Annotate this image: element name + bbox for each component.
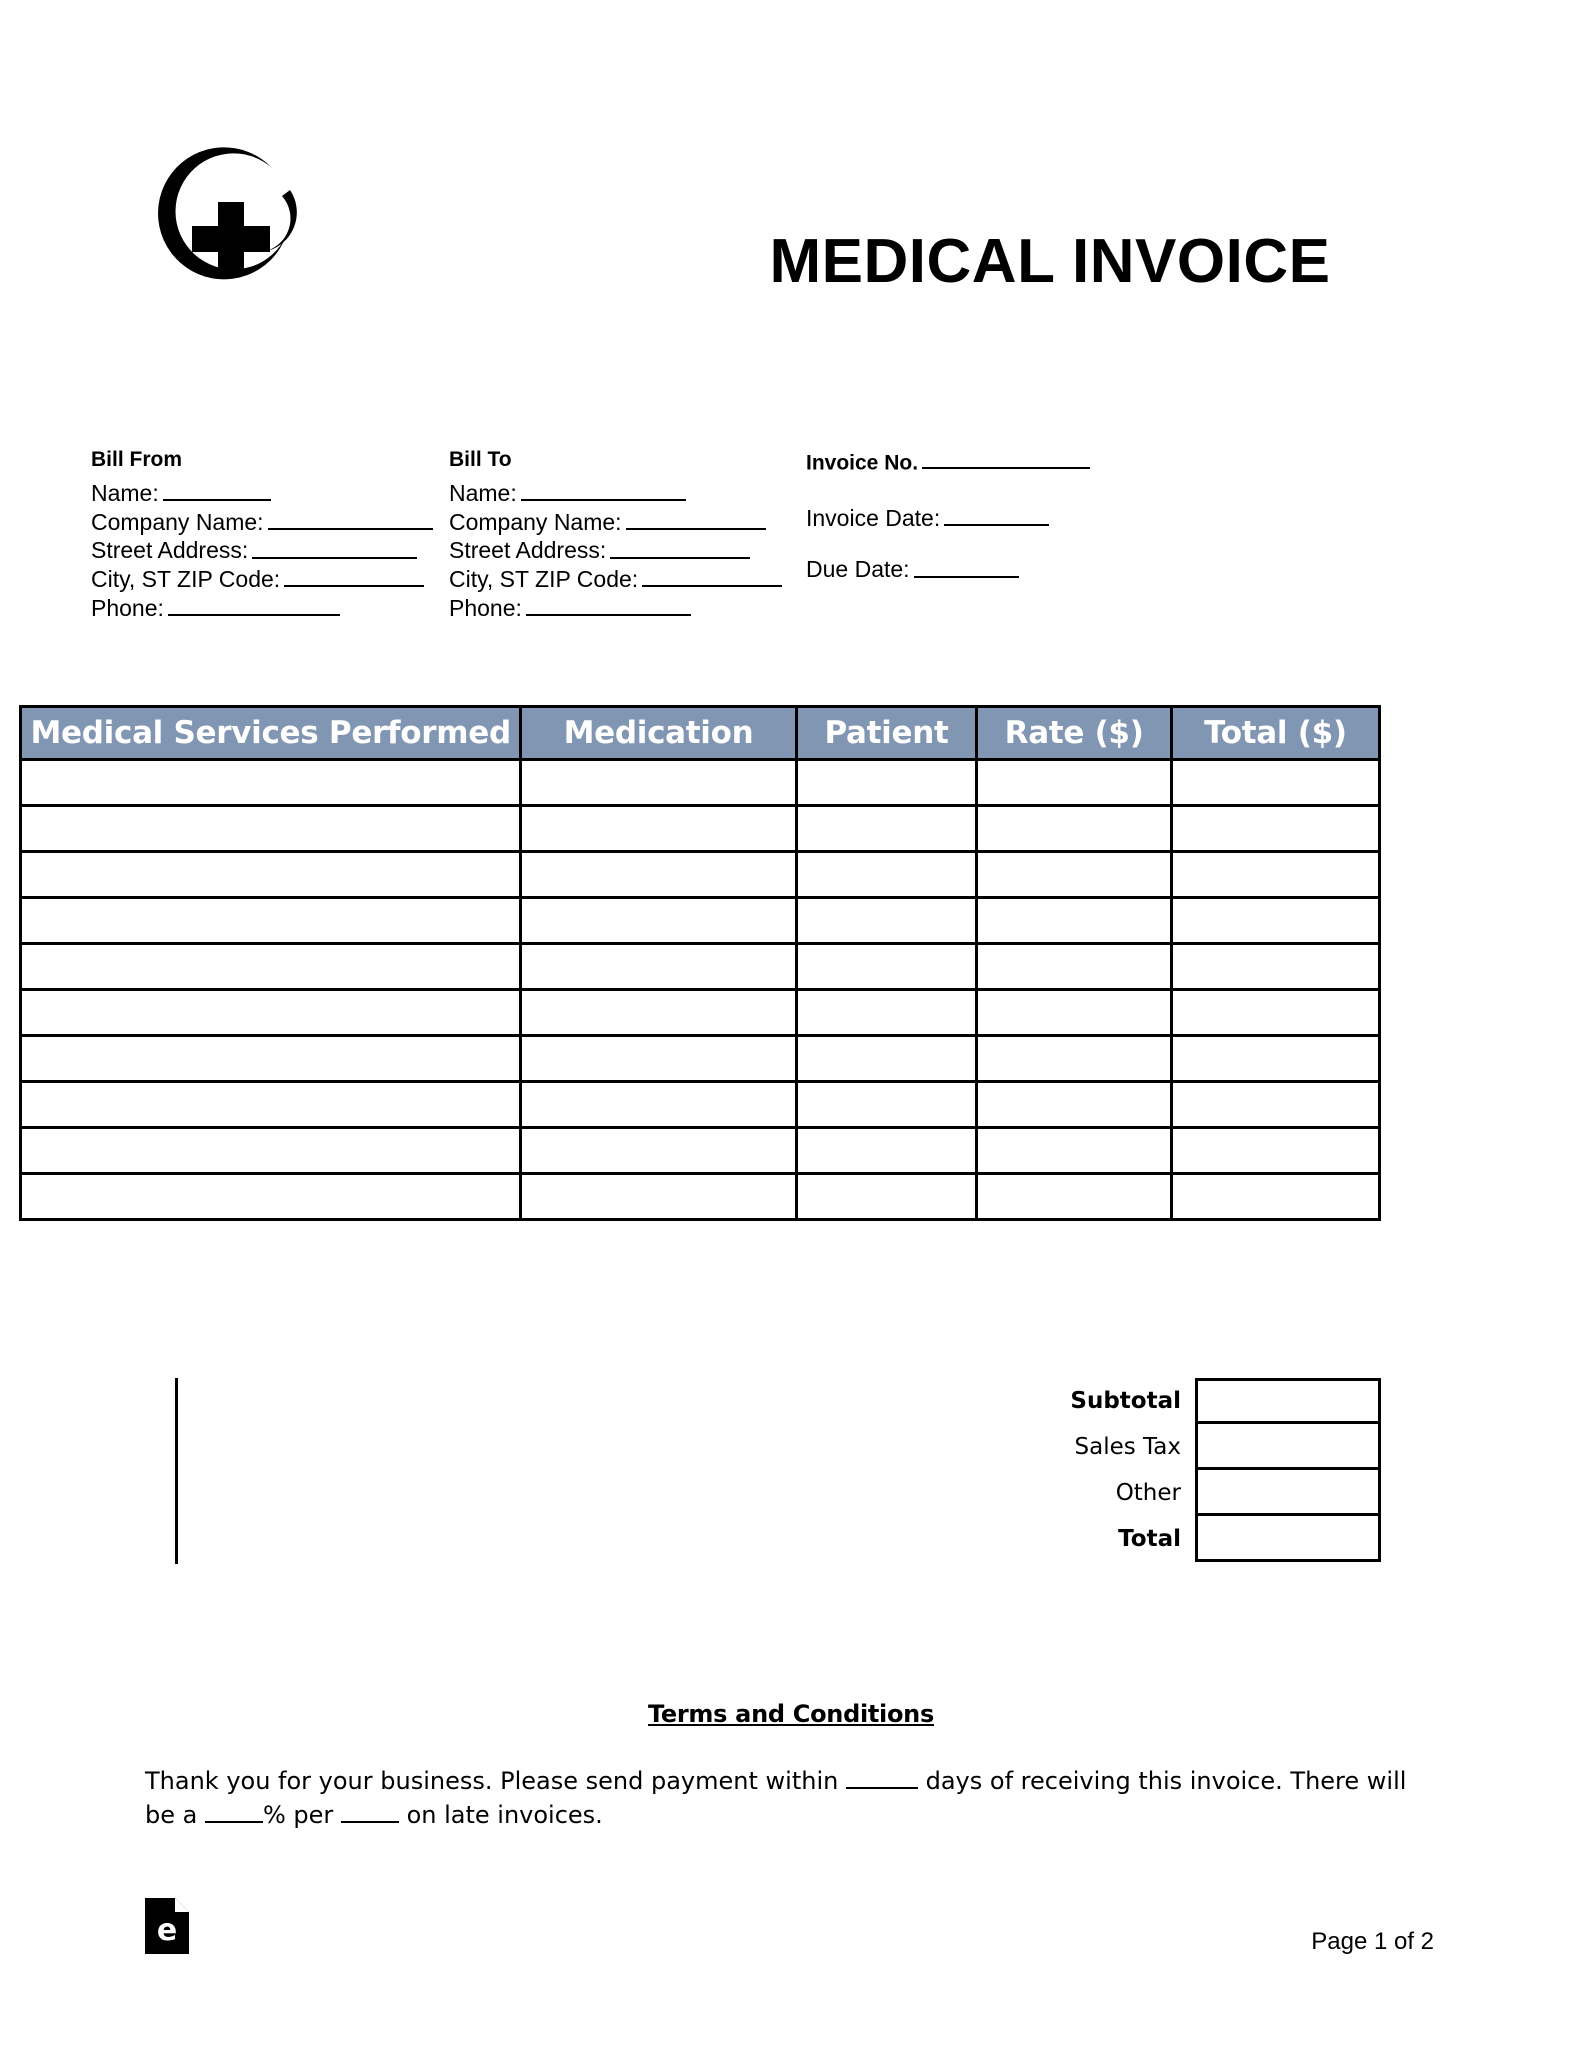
cell-patient[interactable] [796,990,977,1036]
totals-row [1014,1424,1381,1470]
cell-total[interactable] [1171,852,1379,898]
cell-rate[interactable] [977,852,1171,898]
cell-medication[interactable] [521,852,796,898]
cell-services[interactable] [21,1082,521,1128]
bill-to-company-field[interactable] [626,507,766,530]
invoice-no-field[interactable] [922,448,1090,469]
cell-services[interactable] [21,852,521,898]
cell-total[interactable] [1171,898,1379,944]
cell-rate[interactable] [977,806,1171,852]
totals-label: Subtotal [1070,1388,1181,1414]
bill-from-phone-field[interactable] [168,593,340,616]
cell-services[interactable] [21,806,521,852]
bill-to-name-line [449,478,809,507]
terms-text-3: % per [262,1801,334,1829]
bill-to-company-line [449,507,809,536]
bill-to-company-label: Company Name: [449,508,622,535]
totals-label: Other [1115,1480,1181,1506]
cell-patient[interactable] [796,806,977,852]
page-footer [0,1898,1582,2018]
bill-to-city-field[interactable] [642,564,782,587]
bill-from-name-label: Name: [91,480,159,507]
cell-total[interactable] [1171,1082,1379,1128]
cell-total[interactable] [1171,944,1379,990]
terms-section [0,1700,1582,1832]
cell-medication[interactable] [521,898,796,944]
cell-rate[interactable] [977,944,1171,990]
medical-services-table [19,705,1381,1221]
totals-block [1014,1378,1381,1562]
cell-medication[interactable] [521,806,796,852]
column-header-rate: Rate ($) [977,707,1171,760]
table-row [21,806,1380,852]
bill-to-phone-line [449,593,809,622]
table-header [21,707,1380,760]
invoice-date-label: Invoice Date: [806,505,941,532]
medical-cross-crescent-logo-icon [140,140,320,300]
totals-row [1014,1470,1381,1516]
page-title: MEDICAL INVOICE [769,227,1331,296]
bill-to-street-label: Street Address: [449,537,607,564]
column-header-medication: Medication [521,707,796,760]
invoice-no-line [806,448,1226,475]
cell-patient[interactable] [796,944,977,990]
bill-to-name-label: Name: [449,480,517,507]
terms-text-4: on late invoices. [406,1801,603,1829]
terms-text-1: Thank you for your business. Please send payment within [145,1767,839,1795]
invoice-meta-block [806,448,1226,606]
cell-rate[interactable] [977,1036,1171,1082]
table-connector-line [175,1378,178,1564]
totals-value-field[interactable] [1195,1378,1381,1424]
bill-from-city-label: City, ST ZIP Code: [91,566,281,593]
cell-rate[interactable] [977,990,1171,1036]
cell-patient[interactable] [796,760,977,806]
parties-section [0,448,1582,648]
terms-period-field[interactable] [341,1801,399,1823]
bill-to-phone-label: Phone: [449,594,522,621]
cell-services[interactable] [21,898,521,944]
bill-from-street-line [91,535,451,564]
bill-from-name-field[interactable] [163,478,271,501]
invoice-date-line [806,503,1226,532]
bill-from-street-label: Street Address: [91,537,249,564]
cell-medication[interactable] [521,1036,796,1082]
cell-total[interactable] [1171,1128,1379,1174]
bill-from-city-line [91,564,451,593]
due-date-label: Due Date: [806,556,910,583]
column-header-services: Medical Services Performed [21,707,521,760]
page-header [0,0,1582,340]
bill-from-company-field[interactable] [268,507,433,530]
table-row [21,1128,1380,1174]
bill-to-block [449,448,809,621]
table-header-row [21,707,1380,760]
bill-to-phone-field[interactable] [526,593,691,616]
cell-total[interactable] [1171,806,1379,852]
totals-value-field[interactable] [1195,1467,1381,1516]
bill-to-name-field[interactable] [521,478,686,501]
cell-patient[interactable] [796,1036,977,1082]
cell-total[interactable] [1171,1174,1379,1220]
cell-patient[interactable] [796,852,977,898]
cell-services[interactable] [21,760,521,806]
cell-patient[interactable] [796,1174,977,1220]
cell-medication[interactable] [521,1174,796,1220]
cell-rate[interactable] [977,1174,1171,1220]
totals-row [1014,1378,1381,1424]
cell-rate[interactable] [977,1128,1171,1174]
cell-patient[interactable] [796,1082,977,1128]
cell-medication[interactable] [521,990,796,1036]
column-header-total: Total ($) [1171,707,1379,760]
table-row [21,898,1380,944]
terms-body [0,1764,1582,1832]
totals-value-field[interactable] [1195,1513,1381,1562]
cell-services[interactable] [21,1128,521,1174]
bill-from-city-field[interactable] [284,564,424,587]
cell-patient[interactable] [796,898,977,944]
cell-medication[interactable] [521,944,796,990]
bill-from-heading: Bill From [91,448,183,471]
table-row [21,760,1380,806]
terms-days-field[interactable] [846,1767,918,1789]
page-number: Page 1 of 2 [1311,1928,1434,1955]
bill-to-city-label: City, ST ZIP Code: [449,566,639,593]
cell-medication[interactable] [521,1082,796,1128]
cell-patient[interactable] [796,1128,977,1174]
cell-total[interactable] [1171,760,1379,806]
bill-from-block [91,448,451,621]
bill-to-heading: Bill To [449,448,512,471]
bill-to-city-line [449,564,809,593]
table-row [21,1174,1380,1220]
terms-title: Terms and Conditions [648,1700,934,1728]
table-body [21,760,1380,1220]
totals-label: Sales Tax [1074,1434,1181,1460]
totals-row [1014,1516,1381,1562]
cell-medication[interactable] [521,1128,796,1174]
table-row [21,852,1380,898]
terms-percent-field[interactable] [205,1801,263,1823]
invoice-date-field[interactable] [944,503,1049,526]
column-header-patient: Patient [796,707,977,760]
terms-text-2: days of receiving this invoice. There will be a [145,1767,1407,1829]
table-row [21,944,1380,990]
table-row [21,1036,1380,1082]
cell-rate[interactable] [977,898,1171,944]
cell-medication[interactable] [521,760,796,806]
cell-services[interactable] [21,990,521,1036]
cell-rate[interactable] [977,760,1171,806]
totals-value-field[interactable] [1195,1421,1381,1470]
invoice-no-label: Invoice No. [806,451,919,475]
cell-services[interactable] [21,1174,521,1220]
table-row [21,1082,1380,1128]
bill-from-company-line [91,507,451,536]
eforms-document-logo-icon[interactable] [145,1898,189,1954]
bill-from-phone-label: Phone: [91,594,164,621]
svg-text:e: e [156,1913,178,1948]
bill-from-name-line [91,478,451,507]
bill-to-street-field[interactable] [610,535,750,558]
cell-services[interactable] [21,944,521,990]
bill-to-street-line [449,535,809,564]
bill-from-phone-line [91,593,451,622]
bill-from-street-field[interactable] [252,535,417,558]
table-row [21,990,1380,1036]
cell-total[interactable] [1171,1036,1379,1082]
bill-from-company-label: Company Name: [91,508,264,535]
totals-label: Total [1118,1526,1181,1552]
cell-services[interactable] [21,1036,521,1082]
due-date-field[interactable] [914,554,1019,577]
cell-total[interactable] [1171,990,1379,1036]
due-date-line [806,554,1226,583]
cell-rate[interactable] [977,1082,1171,1128]
